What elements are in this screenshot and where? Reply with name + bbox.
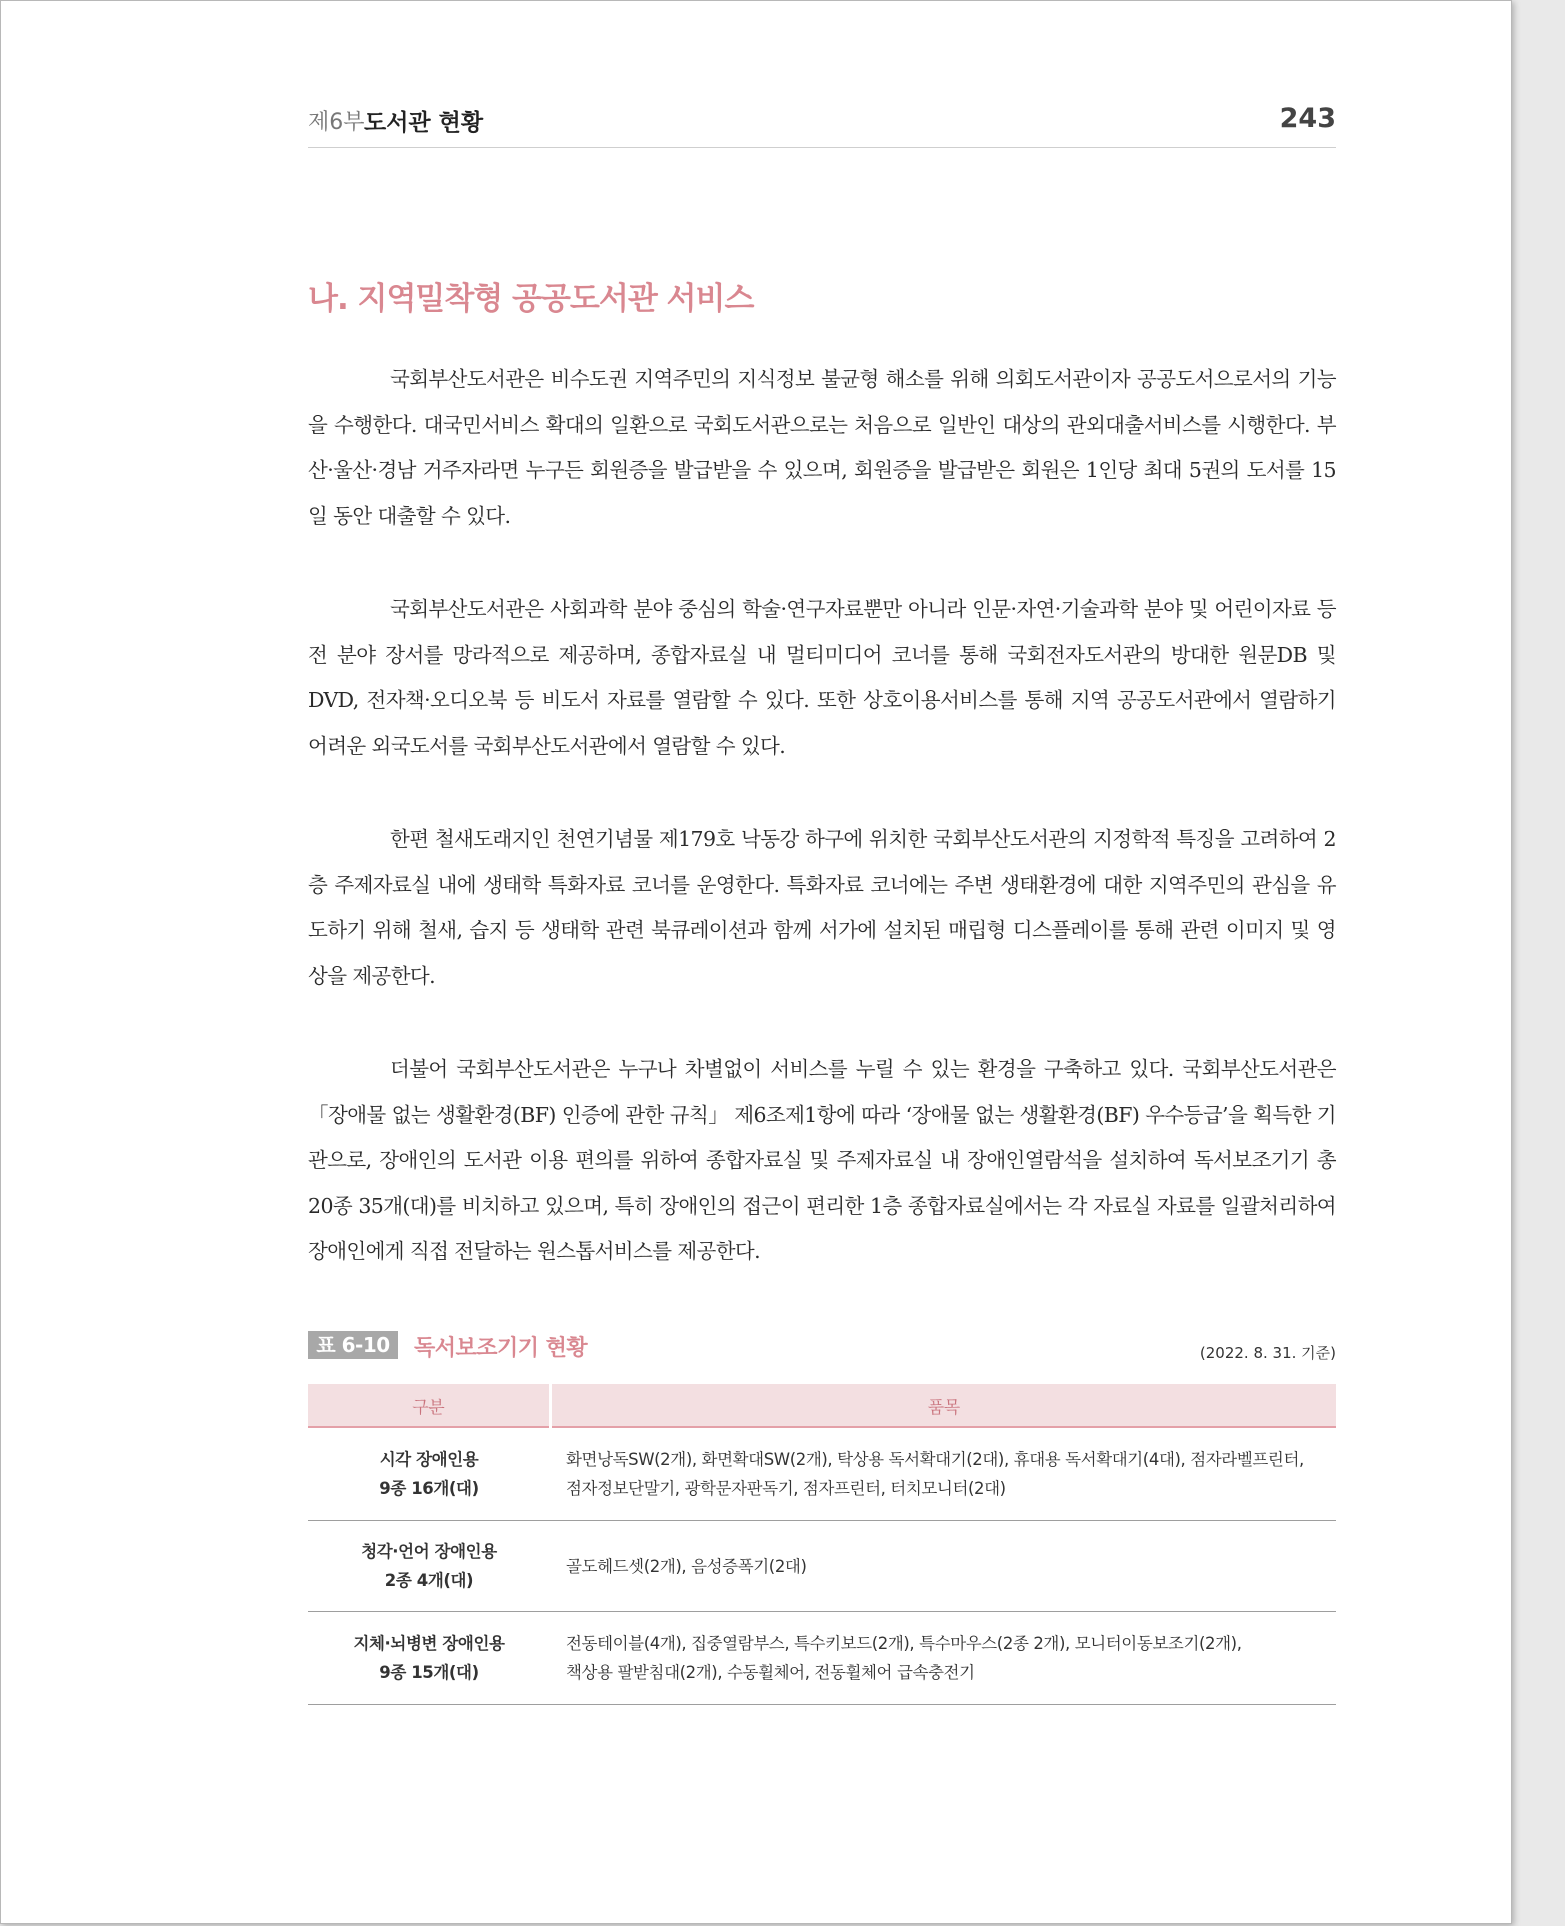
items-line: 책상용 팔받침대(2개), 수동휠체어, 전동휠체어 급속충전기 bbox=[566, 1663, 975, 1682]
table-header-row bbox=[308, 1384, 1336, 1427]
section-heading: 나. 지역밀착형 공공도서관 서비스 bbox=[308, 281, 754, 317]
page-number: 243 bbox=[1279, 103, 1336, 134]
table-caption bbox=[308, 1331, 1336, 1363]
table-row bbox=[308, 1612, 1336, 1705]
items-line: 화면낭독SW(2개), 화면확대SW(2개), 탁상용 독서확대기(2대), 휴대용 독서확대기(4대), 점자라벨프린터, bbox=[566, 1450, 1304, 1469]
row-items-cell bbox=[550, 1521, 1336, 1612]
table-row bbox=[308, 1427, 1336, 1521]
category-count: 9종 15개(대) bbox=[379, 1663, 479, 1682]
paragraph-2: 국회부산도서관은 사회과학 분야 중심의 학술·연구자료뿐만 아니라 인문·자연·기술과학 분야 및 어린이자료 등 전 분야 장서를 망라적으로 제공하며, 종합자료실 내 멀티미디어 코너를 통해 국회전자도서관의 방대한 원문DB 및 DVD, 전자책·오디오북 등 비도서 자료를 열람할 수 있다. 또한 상호이용서비스를 통해 지역 공공도서관에서 열람하기 어려운 외국도서를 국회부산도서관에서 열람할 수 있다. bbox=[308, 597, 1336, 758]
items-line: 전동테이블(4개), 집중열람부스, 특수키보드(2개), 특수마우스(2종 2개), 모니터이동보조기(2개), bbox=[566, 1634, 1242, 1653]
category-count: 9종 16개(대) bbox=[379, 1479, 479, 1498]
items-line: 골도헤드셋(2개), 음성증폭기(2대) bbox=[566, 1556, 807, 1576]
row-category-cell bbox=[308, 1612, 550, 1705]
category-count: 2종 4개(대) bbox=[384, 1571, 474, 1590]
category-label: 시각 장애인용 bbox=[379, 1450, 479, 1469]
table-date-note: (2022. 8. 31. 기준) bbox=[1199, 1344, 1336, 1362]
column-header-category: 구분 bbox=[308, 1384, 550, 1427]
category-label: 지체·뇌병변 장애인용 bbox=[353, 1634, 505, 1653]
paragraph-3: 한편 철새도래지인 천연기념물 제179호 낙동강 하구에 위치한 국회부산도서관의 지정학적 특징을 고려하여 2층 주제자료실 내에 생태학 특화자료 코너를 운영한다. 특화자료 코너에는 주변 생태환경에 대한 지역주민의 관심을 유도하기 위해 철새, 습지 등 생태학 관련 북큐레이션과 함께 서가에 설치된 매립형 디스플레이를 통해 관련 이미지 및 영상을 제공한다. bbox=[308, 827, 1336, 988]
items-line: 점자정보단말기, 광학문자판독기, 점자프린터, 터치모니터(2대) bbox=[566, 1479, 1006, 1498]
table-number-badge: 표 6-10 bbox=[308, 1331, 398, 1359]
page-header bbox=[308, 101, 1336, 148]
row-items-cell bbox=[550, 1612, 1336, 1705]
paragraph-4: 더불어 국회부산도서관은 누구나 차별없이 서비스를 누릴 수 있는 환경을 구축하고 있다. 국회부산도서관은 「장애물 없는 생활환경(BF) 인증에 관한 규칙」 제6조제1항에 따라 ‘장애물 없는 생활환경(BF) 우수등급’을 획득한 기관으로, 장애인의 도서관 이용 편의를 위하여 종합자료실 및 주제자료실 내 장애인열람석을 설치하여 독서보조기기 총 20종 35개(대)를 비치하고 있으며, 특히 장애인의 접근이 편리한 1층 종합자료실에서는 각 자료실 자료를 일괄처리하여 장애인에게 직접 전달하는 원스톱서비스를 제공한다. bbox=[308, 1057, 1336, 1264]
category-label: 청각·언어 장애인용 bbox=[361, 1542, 497, 1561]
part-label: 제6부 bbox=[308, 110, 365, 135]
table-title: 독서보조기기 현황 bbox=[414, 1336, 588, 1361]
row-items-cell bbox=[550, 1427, 1336, 1521]
assistive-devices-table bbox=[308, 1384, 1336, 1705]
column-header-items: 품목 bbox=[550, 1384, 1336, 1427]
table-row bbox=[308, 1521, 1336, 1612]
paragraph-1: 국회부산도서관은 비수도권 지역주민의 지식정보 불균형 해소를 위해 의회도서관이자 공공도서으로서의 기능을 수행한다. 대국민서비스 확대의 일환으로 국회도서관으로는 처음으로 일반인 대상의 관외대출서비스를 시행한다. 부산·울산·경남 거주자라면 누구든 회원증을 발급받을 수 있으며, 회원증을 발급받은 회원은 1인당 최대 5권의 도서를 15일 동안 대출할 수 있다. bbox=[308, 367, 1336, 528]
row-category-cell bbox=[308, 1427, 550, 1521]
section-title: 도서관 현황 bbox=[364, 110, 484, 136]
row-category-cell bbox=[308, 1521, 550, 1612]
